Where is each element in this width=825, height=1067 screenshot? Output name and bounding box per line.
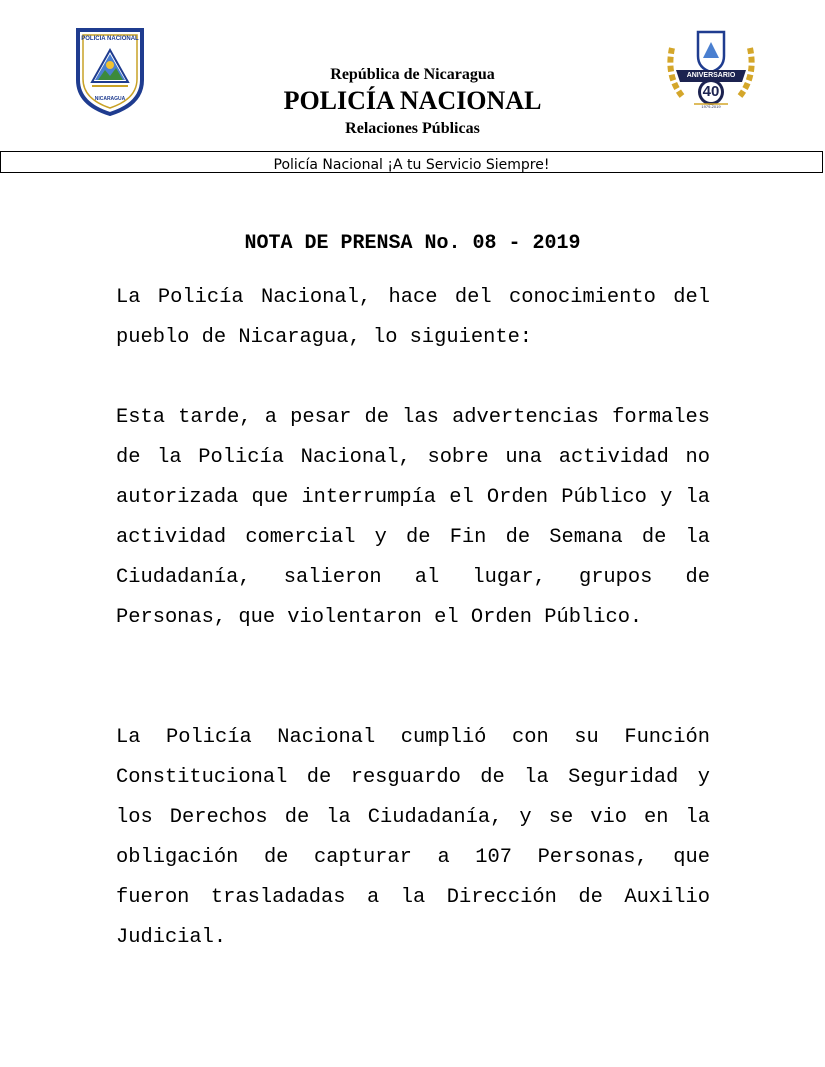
header-country: República de Nicaragua — [330, 66, 495, 83]
press-note-title: NOTA DE PRENSA No. 08 - 2019 — [244, 232, 581, 255]
anniversary-ribbon-text: ANIVERSARIO — [686, 72, 736, 79]
anniversary-number: 40 — [702, 83, 720, 100]
paragraph-intro: La Policía Nacional, hace del conocimiento del pueblo de Nicaragua, lo siguiente: — [116, 286, 710, 349]
paragraph-events: Esta tarde, a pesar de las advertencias formales de la Policía Nacional, sobre una actividad no autorizada que interrumpía el Orden Público y la actividad comercial y de Fin de Semana de la Ciudadanía, salieron al lugar, grupos de Personas, que violentaron el Orden Público. — [116, 406, 710, 629]
motto-banner — [0, 151, 823, 173]
paragraph-arrests: La Policía Nacional cumplió con su Función Constitucional de resguardo de la Seguridad y los Derechos de la Ciudadanía, y se vio en la obligación de capturar a 107 Personas, que fueron trasladadas a la Dirección de Auxilio Judicial. — [116, 726, 710, 949]
left-logo-bottom-text: NICARAGUA — [94, 96, 126, 102]
header-organization: POLICÍA NACIONAL — [283, 86, 542, 115]
motto-text: Policía Nacional ¡A tu Servicio Siempre! — [273, 157, 550, 173]
left-logo-top-text: POLICIA NACIONAL — [81, 36, 139, 42]
anniversary-years: 1979-2019 — [701, 104, 721, 109]
header-department: Relaciones Públicas — [345, 120, 480, 137]
